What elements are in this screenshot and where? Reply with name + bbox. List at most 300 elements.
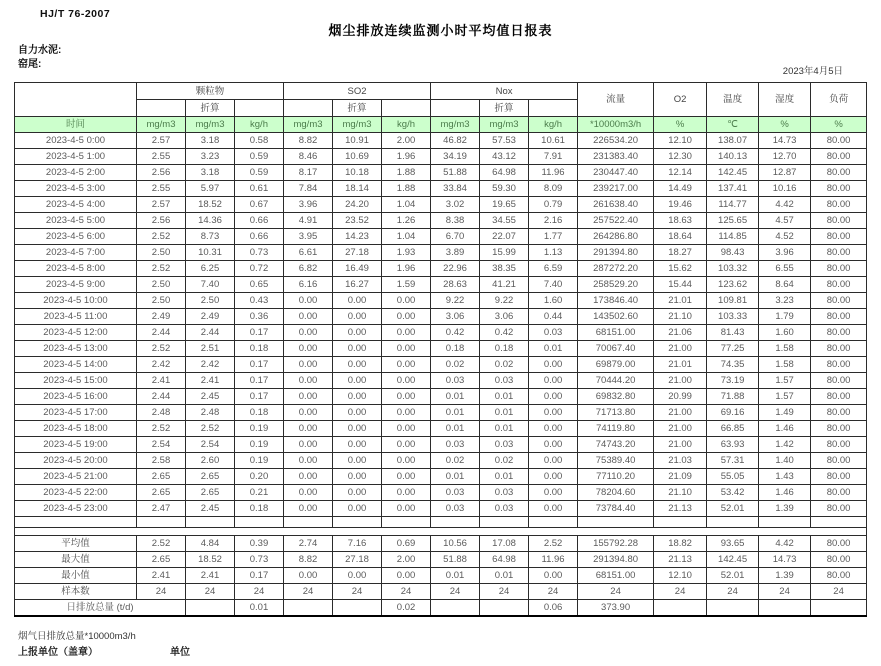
value-cell: 0.03 <box>480 485 529 501</box>
value-cell: 2.41 <box>186 373 235 389</box>
hourly-data-row <box>15 405 867 421</box>
value-cell: 0.00 <box>529 501 578 517</box>
value-cell: 41.21 <box>480 277 529 293</box>
value-cell: 98.43 <box>707 245 759 261</box>
unit-label: 单位 <box>170 647 190 658</box>
value-cell: 24 <box>529 584 578 600</box>
value-cell: 80.00 <box>811 133 867 149</box>
value-cell: 24 <box>235 584 284 600</box>
value-cell: 15.62 <box>654 261 707 277</box>
value-cell: 80.00 <box>811 469 867 485</box>
blank-cell <box>235 100 284 117</box>
value-cell: 373.90 <box>578 600 654 617</box>
value-cell: 0.19 <box>235 421 284 437</box>
hourly-data-row <box>15 357 867 373</box>
value-cell: 9.22 <box>480 293 529 309</box>
site-name: 窑尾: <box>18 59 42 70</box>
value-cell: 0.66 <box>235 229 284 245</box>
value-cell: 6.82 <box>284 261 333 277</box>
value-cell: 24 <box>284 584 333 600</box>
value-cell: 0.03 <box>480 501 529 517</box>
value-cell: 28.63 <box>431 277 480 293</box>
value-cell <box>333 600 382 617</box>
value-cell: 1.43 <box>759 469 811 485</box>
value-cell: 24 <box>382 584 431 600</box>
value-cell: 24 <box>654 584 707 600</box>
value-cell: 80.00 <box>811 421 867 437</box>
value-cell: 0.01 <box>431 469 480 485</box>
value-cell: 22.96 <box>431 261 480 277</box>
value-cell: 0.17 <box>235 389 284 405</box>
value-cell: 0.00 <box>284 309 333 325</box>
value-cell: 80.00 <box>811 277 867 293</box>
value-cell: 57.31 <box>707 453 759 469</box>
value-cell: 2.65 <box>186 485 235 501</box>
value-cell: 0.00 <box>382 389 431 405</box>
blank-cell <box>654 517 707 528</box>
value-cell: 0.79 <box>529 197 578 213</box>
value-cell: 24.20 <box>333 197 382 213</box>
value-cell: 2.49 <box>186 309 235 325</box>
value-cell: 8.82 <box>284 552 333 568</box>
value-cell: 18.52 <box>186 197 235 213</box>
group-load: 负荷 <box>811 83 867 117</box>
hourly-data-row <box>15 373 867 389</box>
unit-cell: % <box>811 117 867 133</box>
value-cell: 2.00 <box>382 552 431 568</box>
value-cell: 70444.20 <box>578 373 654 389</box>
value-cell: 2.45 <box>186 389 235 405</box>
value-cell: 2.58 <box>137 453 186 469</box>
value-cell: 73784.40 <box>578 501 654 517</box>
unit-cell: % <box>654 117 707 133</box>
value-cell: 16.27 <box>333 277 382 293</box>
value-cell: 125.65 <box>707 213 759 229</box>
value-cell: 21.06 <box>654 325 707 341</box>
company-name: 自力水泥: <box>18 45 62 56</box>
value-cell <box>186 600 235 617</box>
value-cell: 24 <box>707 584 759 600</box>
table-body <box>15 133 867 617</box>
value-cell: 0.01 <box>431 389 480 405</box>
value-cell: 0.00 <box>382 341 431 357</box>
value-cell: 21.00 <box>654 373 707 389</box>
value-cell: 53.42 <box>707 485 759 501</box>
value-cell: 80.00 <box>811 309 867 325</box>
value-cell: 77.25 <box>707 341 759 357</box>
value-cell: 3.23 <box>186 149 235 165</box>
value-cell: 8.82 <box>284 133 333 149</box>
value-cell: 80.00 <box>811 165 867 181</box>
group-temp: 温度 <box>707 83 759 117</box>
value-cell: 0.00 <box>284 568 333 584</box>
value-cell: 14.73 <box>759 552 811 568</box>
value-cell: 0.00 <box>333 389 382 405</box>
value-cell: 63.93 <box>707 437 759 453</box>
value-cell: 0.00 <box>284 405 333 421</box>
value-cell <box>431 600 480 617</box>
value-cell: 0.00 <box>382 485 431 501</box>
value-cell: 3.95 <box>284 229 333 245</box>
value-cell: 0.00 <box>284 357 333 373</box>
value-cell: 4.42 <box>759 536 811 552</box>
value-cell: 3.23 <box>759 293 811 309</box>
value-cell: 0.00 <box>382 421 431 437</box>
value-cell: 2.60 <box>186 453 235 469</box>
value-cell: 2.16 <box>529 213 578 229</box>
value-cell: 155792.28 <box>578 536 654 552</box>
hourly-data-row <box>15 485 867 501</box>
value-cell: 2.00 <box>382 133 431 149</box>
blank-cell <box>529 517 578 528</box>
value-cell: 80.00 <box>811 389 867 405</box>
value-cell: 71.88 <box>707 389 759 405</box>
value-cell: 15.44 <box>654 277 707 293</box>
value-cell: 1.96 <box>382 261 431 277</box>
value-cell: 74743.20 <box>578 437 654 453</box>
value-cell: 1.57 <box>759 373 811 389</box>
value-cell: 70067.40 <box>578 341 654 357</box>
blank-cell <box>137 517 186 528</box>
time-cell: 2023-4-5 8:00 <box>15 261 137 277</box>
value-cell: 4.84 <box>186 536 235 552</box>
value-cell: 78204.60 <box>578 485 654 501</box>
value-cell: 7.16 <box>333 536 382 552</box>
value-cell: 14.36 <box>186 213 235 229</box>
blank-cell <box>431 528 480 536</box>
group-flow: 流量 <box>578 83 654 117</box>
unit-cell: mg/m3 <box>480 117 529 133</box>
time-column-header: 时间 <box>15 117 137 133</box>
blank-cell <box>235 528 284 536</box>
value-cell: 0.00 <box>529 405 578 421</box>
value-cell: 0.36 <box>235 309 284 325</box>
value-cell: 0.00 <box>382 501 431 517</box>
value-cell: 2.51 <box>186 341 235 357</box>
group-humidity: 湿度 <box>759 83 811 117</box>
value-cell: 2.56 <box>137 213 186 229</box>
value-cell: 18.14 <box>333 181 382 197</box>
value-cell: 12.10 <box>654 133 707 149</box>
value-cell: 4.52 <box>759 229 811 245</box>
blank-cell <box>15 528 137 536</box>
value-cell: 18.82 <box>654 536 707 552</box>
value-cell: 21.09 <box>654 469 707 485</box>
value-cell: 11.96 <box>529 165 578 181</box>
hourly-data-row <box>15 389 867 405</box>
value-cell: 80.00 <box>811 405 867 421</box>
value-cell: 69.16 <box>707 405 759 421</box>
value-cell: 3.96 <box>759 245 811 261</box>
hourly-data-row <box>15 229 867 245</box>
value-cell: 143502.60 <box>578 309 654 325</box>
value-cell: 12.30 <box>654 149 707 165</box>
value-cell: 0.00 <box>529 469 578 485</box>
value-cell: 2.50 <box>137 245 186 261</box>
value-cell: 80.00 <box>811 453 867 469</box>
hourly-data-row <box>15 181 867 197</box>
value-cell: 0.00 <box>529 437 578 453</box>
value-cell: 1.46 <box>759 421 811 437</box>
value-cell: 0.61 <box>235 181 284 197</box>
value-cell: 6.61 <box>284 245 333 261</box>
value-cell <box>759 600 811 617</box>
time-cell: 2023-4-5 22:00 <box>15 485 137 501</box>
blank-cell <box>382 100 431 117</box>
value-cell: 21.00 <box>654 405 707 421</box>
value-cell: 2.50 <box>186 293 235 309</box>
value-cell: 80.00 <box>811 229 867 245</box>
value-cell: 2.54 <box>137 437 186 453</box>
value-cell: 1.60 <box>529 293 578 309</box>
value-cell: 21.10 <box>654 485 707 501</box>
value-cell: 80.00 <box>811 325 867 341</box>
value-cell: 21.13 <box>654 501 707 517</box>
group-o2: O2 <box>654 83 707 117</box>
value-cell: 0.00 <box>284 501 333 517</box>
value-cell: 0.00 <box>333 568 382 584</box>
value-cell: 0.00 <box>529 568 578 584</box>
value-cell: 2.52 <box>137 229 186 245</box>
value-cell: 4.91 <box>284 213 333 229</box>
value-cell: 24 <box>811 584 867 600</box>
value-cell: 1.77 <box>529 229 578 245</box>
value-cell: 0.44 <box>529 309 578 325</box>
unit-cell: mg/m3 <box>333 117 382 133</box>
value-cell: 1.49 <box>759 405 811 421</box>
value-cell: 0.69 <box>382 536 431 552</box>
value-cell: 239217.00 <box>578 181 654 197</box>
value-cell: 1.88 <box>382 181 431 197</box>
summary-row <box>15 552 867 568</box>
time-cell: 2023-4-5 9:00 <box>15 277 137 293</box>
value-cell: 14.49 <box>654 181 707 197</box>
value-cell: 1.88 <box>382 165 431 181</box>
value-cell: 69879.00 <box>578 357 654 373</box>
blank-cell <box>529 528 578 536</box>
blank-cell <box>707 517 759 528</box>
value-cell: 0.00 <box>284 341 333 357</box>
summary-label: 平均值 <box>15 536 137 552</box>
value-cell: 291394.80 <box>578 245 654 261</box>
value-cell: 8.64 <box>759 277 811 293</box>
value-cell: 0.06 <box>529 600 578 617</box>
value-cell: 93.65 <box>707 536 759 552</box>
value-cell: 8.17 <box>284 165 333 181</box>
hourly-data-row <box>15 165 867 181</box>
value-cell: 66.85 <box>707 421 759 437</box>
value-cell: 51.88 <box>431 165 480 181</box>
value-cell <box>811 600 867 617</box>
value-cell: 258529.20 <box>578 277 654 293</box>
value-cell: 2.52 <box>186 421 235 437</box>
value-cell: 21.10 <box>654 309 707 325</box>
value-cell: 0.00 <box>382 373 431 389</box>
blank-cell <box>759 517 811 528</box>
value-cell: 33.84 <box>431 181 480 197</box>
value-cell: 0.00 <box>284 421 333 437</box>
value-cell: 6.59 <box>529 261 578 277</box>
value-cell: 24 <box>186 584 235 600</box>
value-cell: 0.00 <box>382 325 431 341</box>
value-cell: 1.04 <box>382 229 431 245</box>
value-cell: 6.55 <box>759 261 811 277</box>
value-cell: 80.00 <box>811 501 867 517</box>
value-cell: 1.39 <box>759 568 811 584</box>
value-cell: 0.59 <box>235 165 284 181</box>
value-cell: 0.17 <box>235 373 284 389</box>
value-cell: 0.00 <box>529 389 578 405</box>
blank-cell <box>235 517 284 528</box>
value-cell: 0.02 <box>431 453 480 469</box>
blank-cell <box>431 100 480 117</box>
value-cell: 0.58 <box>235 133 284 149</box>
value-cell: 0.18 <box>235 341 284 357</box>
value-cell: 18.64 <box>654 229 707 245</box>
value-cell: 0.59 <box>235 149 284 165</box>
value-cell: 103.32 <box>707 261 759 277</box>
value-cell: 2.55 <box>137 181 186 197</box>
value-cell: 34.19 <box>431 149 480 165</box>
value-cell: 1.42 <box>759 437 811 453</box>
group-pm: 颗粒物 <box>137 83 284 100</box>
value-cell: 0.00 <box>382 437 431 453</box>
value-cell: 0.00 <box>284 293 333 309</box>
value-cell: 140.13 <box>707 149 759 165</box>
value-cell: 18.63 <box>654 213 707 229</box>
value-cell: 52.01 <box>707 501 759 517</box>
value-cell: 21.00 <box>654 341 707 357</box>
value-cell: 7.40 <box>529 277 578 293</box>
value-cell: 73.19 <box>707 373 759 389</box>
value-cell: 10.56 <box>431 536 480 552</box>
hourly-data-row <box>15 149 867 165</box>
value-cell: 8.73 <box>186 229 235 245</box>
value-cell: 12.10 <box>654 568 707 584</box>
report-date: 2023年4月5日 <box>782 66 843 77</box>
value-cell: 0.73 <box>235 552 284 568</box>
subheader-nox-converted: 折算 <box>480 100 529 117</box>
time-cell: 2023-4-5 4:00 <box>15 197 137 213</box>
unit-cell: mg/m3 <box>431 117 480 133</box>
value-cell: 8.09 <box>529 181 578 197</box>
blank-cell <box>654 528 707 536</box>
value-cell: 0.00 <box>284 453 333 469</box>
value-cell: 0.03 <box>480 373 529 389</box>
value-cell: 0.03 <box>529 325 578 341</box>
value-cell: 0.03 <box>431 485 480 501</box>
group-header-row <box>15 83 867 100</box>
value-cell: 114.77 <box>707 197 759 213</box>
value-cell: 0.01 <box>480 405 529 421</box>
subheader-pm-converted: 折算 <box>186 100 235 117</box>
value-cell: 80.00 <box>811 293 867 309</box>
value-cell <box>284 600 333 617</box>
summary-row <box>15 568 867 584</box>
value-cell: 0.00 <box>333 309 382 325</box>
value-cell: 0.00 <box>284 373 333 389</box>
value-cell <box>480 600 529 617</box>
value-cell: 6.25 <box>186 261 235 277</box>
value-cell: 14.23 <box>333 229 382 245</box>
blank-cell <box>284 100 333 117</box>
value-cell: 138.07 <box>707 133 759 149</box>
hourly-data-row <box>15 245 867 261</box>
hourly-data-row <box>15 421 867 437</box>
value-cell: 3.06 <box>480 309 529 325</box>
time-cell: 2023-4-5 23:00 <box>15 501 137 517</box>
time-cell: 2023-4-5 2:00 <box>15 165 137 181</box>
value-cell: 2.55 <box>137 149 186 165</box>
value-cell: 15.99 <box>480 245 529 261</box>
value-cell: 2.50 <box>137 277 186 293</box>
value-cell: 21.00 <box>654 421 707 437</box>
time-cell: 2023-4-5 16:00 <box>15 389 137 405</box>
value-cell: 27.18 <box>333 552 382 568</box>
hourly-data-row <box>15 453 867 469</box>
value-cell: 0.01 <box>480 469 529 485</box>
summary-row <box>15 536 867 552</box>
value-cell: 0.01 <box>480 389 529 405</box>
summary-label: 样本数 <box>15 584 137 600</box>
daily-total-label: 日排放总量 (t/d) <box>15 600 186 617</box>
value-cell: 3.18 <box>186 165 235 181</box>
value-cell: 77110.20 <box>578 469 654 485</box>
value-cell: 80.00 <box>811 485 867 501</box>
value-cell: 14.73 <box>759 133 811 149</box>
time-cell: 2023-4-5 19:00 <box>15 437 137 453</box>
value-cell: 24 <box>480 584 529 600</box>
value-cell: 0.17 <box>235 568 284 584</box>
value-cell: 2.47 <box>137 501 186 517</box>
value-cell: 68151.00 <box>578 568 654 584</box>
value-cell: 0.00 <box>382 405 431 421</box>
value-cell: 0.00 <box>333 405 382 421</box>
value-cell: 0.18 <box>480 341 529 357</box>
value-cell: 3.06 <box>431 309 480 325</box>
value-cell: 109.81 <box>707 293 759 309</box>
value-cell: 80.00 <box>811 213 867 229</box>
value-cell: 19.46 <box>654 197 707 213</box>
value-cell: 0.00 <box>382 293 431 309</box>
value-cell: 0.00 <box>382 568 431 584</box>
value-cell: 74119.80 <box>578 421 654 437</box>
time-cell: 2023-4-5 14:00 <box>15 357 137 373</box>
blank-cell <box>333 517 382 528</box>
value-cell: 0.00 <box>382 309 431 325</box>
value-cell: 1.39 <box>759 501 811 517</box>
value-cell: 2.44 <box>137 325 186 341</box>
value-cell: 0.18 <box>431 341 480 357</box>
unit-cell: kg/h <box>382 117 431 133</box>
blank-cell <box>15 517 137 528</box>
value-cell: 2.52 <box>137 341 186 357</box>
time-cell: 2023-4-5 21:00 <box>15 469 137 485</box>
blank-cell <box>759 528 811 536</box>
value-cell: 64.98 <box>480 165 529 181</box>
value-cell: 3.89 <box>431 245 480 261</box>
summary-row <box>15 584 867 600</box>
value-cell: 64.98 <box>480 552 529 568</box>
value-cell: 0.00 <box>529 485 578 501</box>
time-cell: 2023-4-5 18:00 <box>15 421 137 437</box>
value-cell: 0.01 <box>431 405 480 421</box>
value-cell: 0.03 <box>431 501 480 517</box>
value-cell: 3.96 <box>284 197 333 213</box>
value-cell: 0.00 <box>333 437 382 453</box>
value-cell: 71713.80 <box>578 405 654 421</box>
blank-cell <box>186 517 235 528</box>
